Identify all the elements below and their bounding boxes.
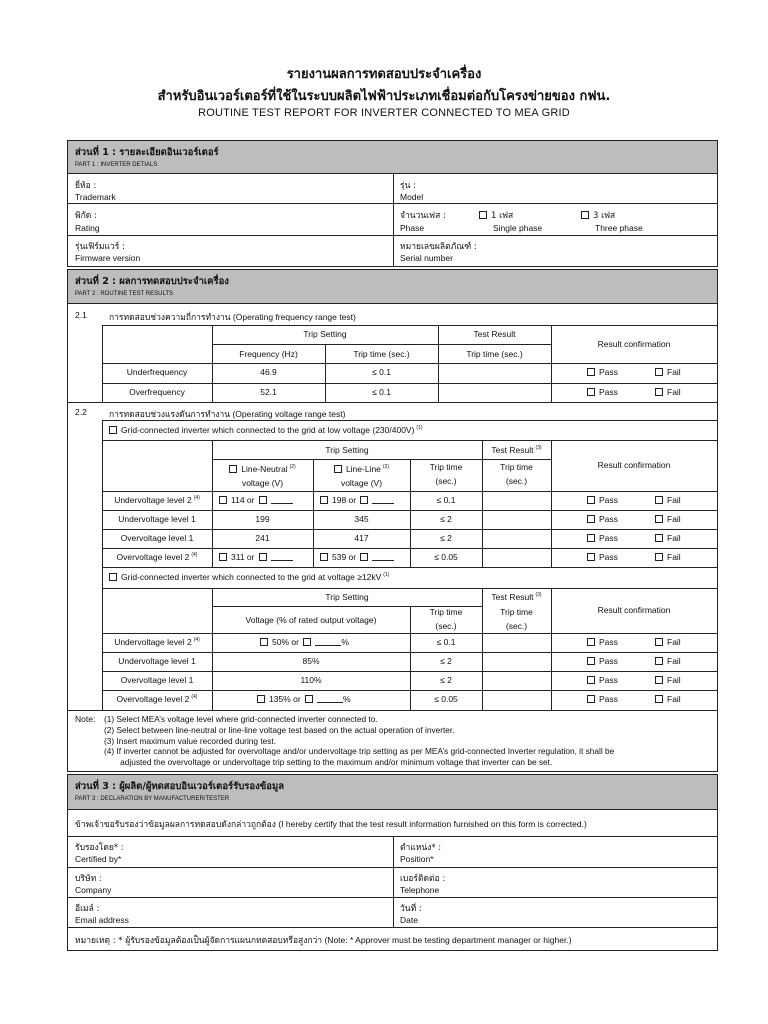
fail-checkbox[interactable]: Fail (655, 694, 681, 704)
hv-row-label: Undervoltage level 1 (118, 656, 196, 666)
hv-result-trip-time-header: Trip time (500, 607, 533, 617)
note-item: (2) Select between line-neutral or line-line voltage test based on the actual operation of inverter. (104, 724, 455, 735)
lv-ln-value: 199 (255, 514, 270, 524)
part3-title-en: PART 3 : DECLARATION BY MANUFACTURER/TESTER (75, 796, 230, 802)
fail-checkbox[interactable]: Fail (655, 637, 681, 647)
checkbox-icon (479, 211, 487, 219)
s21-test-result-header: Test Result (473, 329, 516, 339)
rating-label-th: พิกัด : (75, 211, 97, 221)
lv-ll-option[interactable]: 198 or (320, 495, 394, 505)
pass-checkbox[interactable]: Pass (587, 533, 618, 543)
company-label-th: บริษัท : (75, 874, 102, 884)
lv-row-label: Overvoltage level 2 $^{(4)}$ (116, 552, 198, 562)
certified-by-label-en: Certified by* (75, 854, 122, 864)
certified-by-label-th: รับรองโดย* : (75, 843, 124, 853)
lv-trip-time: ≤ 2 (440, 514, 452, 524)
title-thai-line-2: สำหรับอินเวอร์เตอร์ที่ใช้ในระบบผลิตไฟฟ้าประเภทเชื่อมต่อกับโครงข่ายของ กฟน. (157, 89, 611, 104)
pass-checkbox[interactable]: Pass (587, 514, 618, 524)
low-voltage-checkbox[interactable]: Grid-connected inverter which connected to the grid at low voltage (230/400V) $^{(1)}$ (109, 425, 423, 435)
pass-checkbox[interactable]: Pass (587, 495, 618, 505)
model-label-en: Model (400, 192, 424, 202)
lv-ln-value: 241 (255, 533, 270, 543)
underfrequency-trip-time: ≤ 0.1 (372, 367, 391, 377)
approver-remark: หมายเหตุ : * ผู้รับรองข้อมูลต้องเป็นผู้จัดการแผนกทดสอบหรือสูงกว่า (Note: * Approver must be testing department manager or higher.) (75, 935, 572, 946)
title-thai-line-1: รายงานผลการทดสอบประจำเครื่อง (286, 67, 482, 82)
checkbox-icon (581, 211, 589, 219)
note-label: Note: (75, 714, 96, 724)
model-label-th: รุ่น : (400, 181, 416, 191)
lv-test-result-header: Test Result $^{(3)}$ (491, 445, 542, 455)
s21-frequency-header: Frequency (Hz) (239, 349, 298, 359)
hv-trip-time: ≤ 2 (440, 656, 452, 666)
lv-ll-value: 417 (354, 533, 369, 543)
hv-row-label: Undervoltage level 2 $^{(4)}$ (114, 637, 200, 647)
note-item: (1) Select MEA’s voltage level where grid-connected inverter connected to. (104, 714, 378, 724)
line-line-checkbox[interactable]: Line-Line $^{(2)}$ (313, 464, 410, 474)
fail-checkbox[interactable]: Fail (655, 533, 681, 543)
part1-section (67, 140, 718, 267)
s21-trip-time-header: Trip time (sec.) (353, 349, 410, 359)
line-neutral-checkbox[interactable]: Line-Neutral $^{(2)}$ (212, 464, 313, 474)
lv-trip-setting-header: Trip Setting (325, 445, 369, 455)
part1-header (68, 141, 717, 174)
firmware-label-en: Firmware version (75, 253, 141, 263)
lv-row-label: Overvoltage level 1 (120, 533, 194, 543)
position-label-th: ตำแหน่ง* : (400, 843, 442, 853)
hv-trip-time: ≤ 0.1 (436, 637, 456, 647)
pass-checkbox[interactable]: Pass (587, 694, 618, 704)
fail-checkbox[interactable]: Fail (655, 656, 681, 666)
pass-checkbox[interactable]: Pass (587, 637, 618, 647)
lv-trip-time: ≤ 2 (440, 533, 452, 543)
section-2-1-title: การทดสอบช่วงความถี่การทำงาน (Operating frequency range test) (109, 312, 356, 322)
fail-checkbox[interactable]: Fail (655, 495, 681, 505)
telephone-label-th: เบอร์ติดต่อ : (400, 874, 446, 884)
email-label-th: อีเมล์ : (75, 904, 100, 914)
phase-label-en: Phase (400, 223, 425, 233)
title-english: ROUTINE TEST REPORT FOR INVERTER CONNECTED TO MEA GRID (198, 107, 570, 119)
notes-list (104, 714, 614, 768)
lv-result-trip-time-header: Trip time (500, 462, 533, 472)
underfrequency-setting: 46.9 (260, 367, 277, 377)
phase-label-th: จำนวนเฟส : (400, 211, 446, 221)
part2-title-th: ส่วนที่ 2 : ผลการทดสอบประจำเครื่อง (75, 276, 229, 287)
hv-voltage-option[interactable]: 50% or % (260, 637, 349, 647)
lv-result-confirmation-header: Result confirmation (597, 460, 671, 470)
fail-checkbox[interactable]: Fail (655, 514, 681, 524)
lv-trip-time: ≤ 0.1 (436, 495, 456, 505)
lv-trip-time: ≤ 0.05 (434, 552, 458, 562)
rating-label-en: Rating (75, 223, 100, 233)
s21-result-confirmation-header: Result confirmation (597, 339, 671, 349)
fail-checkbox[interactable]: Fail (655, 387, 681, 397)
pass-checkbox[interactable]: Pass (587, 656, 618, 666)
position-label-en: Position* (400, 854, 434, 864)
lv-ln-option[interactable]: 114 or (219, 495, 293, 505)
pass-checkbox[interactable]: Pass (587, 387, 618, 397)
hv-voltage-option[interactable]: 135% or % (257, 694, 351, 704)
single-phase-label: Single phase (493, 223, 543, 233)
note-item: adjusted the overvoltage or undervoltage trip setting to the maximum and/or minimum voltage that inverter can be set. (104, 757, 553, 768)
lv-trip-time-unit: (sec.) (435, 476, 457, 486)
underfrequency-label: Underfrequency (126, 367, 188, 377)
line-neutral-unit: voltage (V) (241, 478, 284, 488)
overfrequency-trip-time: ≤ 0.1 (372, 387, 391, 397)
hv-voltage-value: 110% (300, 675, 322, 685)
fail-checkbox[interactable]: Fail (655, 367, 681, 377)
fail-checkbox[interactable]: Fail (655, 675, 681, 685)
part1-title-th: ส่วนที่ 1 : รายละเอียดอินเวอร์เตอร์ (75, 147, 219, 158)
note-item: (3) Insert maximum value recorded during test. (104, 735, 276, 746)
hv-result-confirmation-header: Result confirmation (597, 605, 671, 615)
part2-title-en: PART 2 : ROUTINE TEST RESULTS (75, 291, 174, 297)
overfrequency-label: Overfrequency (129, 387, 185, 397)
part3-header (68, 775, 717, 810)
hv-trip-time-unit: (sec.) (435, 621, 457, 631)
section-2-2-number: 2.2 (75, 407, 87, 417)
hv-voltage-header: Voltage (% of rated output voltage) (245, 615, 377, 625)
three-phase-label: Three phase (595, 223, 643, 233)
line-line-unit: voltage (V) (340, 478, 383, 488)
trademark-label-th: ยี่ห้อ : (75, 181, 97, 191)
telephone-label-en: Telephone (400, 885, 440, 895)
single-phase-checkbox[interactable]: 1 เฟส (479, 208, 513, 222)
part2-header (68, 270, 717, 304)
hv-trip-time: ≤ 0.05 (434, 694, 458, 704)
pass-checkbox[interactable]: Pass (587, 552, 618, 562)
lv-result-trip-time-unit: (sec.) (505, 476, 528, 486)
hv-result-trip-time-unit: (sec.) (505, 621, 528, 631)
fail-checkbox[interactable]: Fail (655, 552, 681, 562)
firmware-label-th: รุ่นเฟิร์มแวร์ : (75, 242, 125, 252)
date-label-th: วันที่ : (400, 904, 422, 914)
overfrequency-setting: 52.1 (260, 387, 277, 397)
hv-trip-time: ≤ 2 (440, 675, 452, 685)
hv-trip-setting-header: Trip Setting (325, 592, 369, 602)
s21-trip-setting-header: Trip Setting (303, 329, 347, 339)
serial-label-th: หมายเลขผลิตภัณฑ์ : (400, 242, 477, 252)
lv-trip-time-header: Trip time (429, 462, 463, 472)
date-label-en: Date (400, 915, 418, 925)
lv-ll-option[interactable]: 539 or (320, 552, 394, 562)
email-label-en: Email address (75, 915, 129, 925)
serial-label-en: Serial number (400, 253, 453, 263)
lv-ln-option[interactable]: 311 or (219, 552, 293, 562)
pass-checkbox[interactable]: Pass (587, 367, 618, 377)
trademark-label-en: Trademark (75, 192, 116, 202)
section-2-1-number: 2.1 (75, 310, 87, 320)
lv-ll-value: 345 (354, 514, 369, 524)
three-phase-checkbox[interactable]: 3 เฟส (581, 208, 615, 222)
part2-section (67, 269, 718, 772)
lv-row-label: Undervoltage level 1 (118, 514, 196, 524)
part3-section (67, 774, 718, 951)
pass-checkbox[interactable]: Pass (587, 675, 618, 685)
part1-title-en: PART 1 : INVERTER DETIALS (75, 162, 158, 168)
hv-test-result-header: Test Result $^{(3)}$ (491, 592, 542, 602)
hv-trip-time-header: Trip time (429, 607, 463, 617)
high-voltage-checkbox[interactable]: Grid-connected inverter which connected to the grid at voltage ≥12kV $^{(1)}$ (109, 572, 389, 582)
hv-row-label: Overvoltage level 2 $^{(4)}$ (116, 694, 198, 704)
s21-result-trip-time-header: Trip time (sec.) (466, 349, 523, 359)
hv-row-label: Overvoltage level 1 (120, 675, 194, 685)
part3-title-th: ส่วนที่ 3 : ผู้ผลิต/ผู้ทดสอบอินเวอร์เตอร์รับรองข้อมูล (75, 781, 285, 792)
certification-statement: ข้าพเจ้าขอรับรองว่าข้อมูลผลการทดสอบดังกล่าวถูกต้อง (I hereby certify that the test result information furnished on this form is corrected.) (75, 819, 587, 830)
lv-row-label: Undervoltage level 2 $^{(4)}$ (114, 495, 200, 505)
section-2-2-title: การทดสอบช่วงแรงดันการทำงาน (Operating voltage range test) (109, 409, 346, 419)
hv-voltage-value: 85% (302, 656, 320, 666)
company-label-en: Company (75, 885, 112, 895)
note-item: (4) If inverter cannot be adjusted for overvoltage and/or undervoltage trip setting as per MEA’s grid-connected Inverter regulation, it shall be (104, 746, 615, 757)
